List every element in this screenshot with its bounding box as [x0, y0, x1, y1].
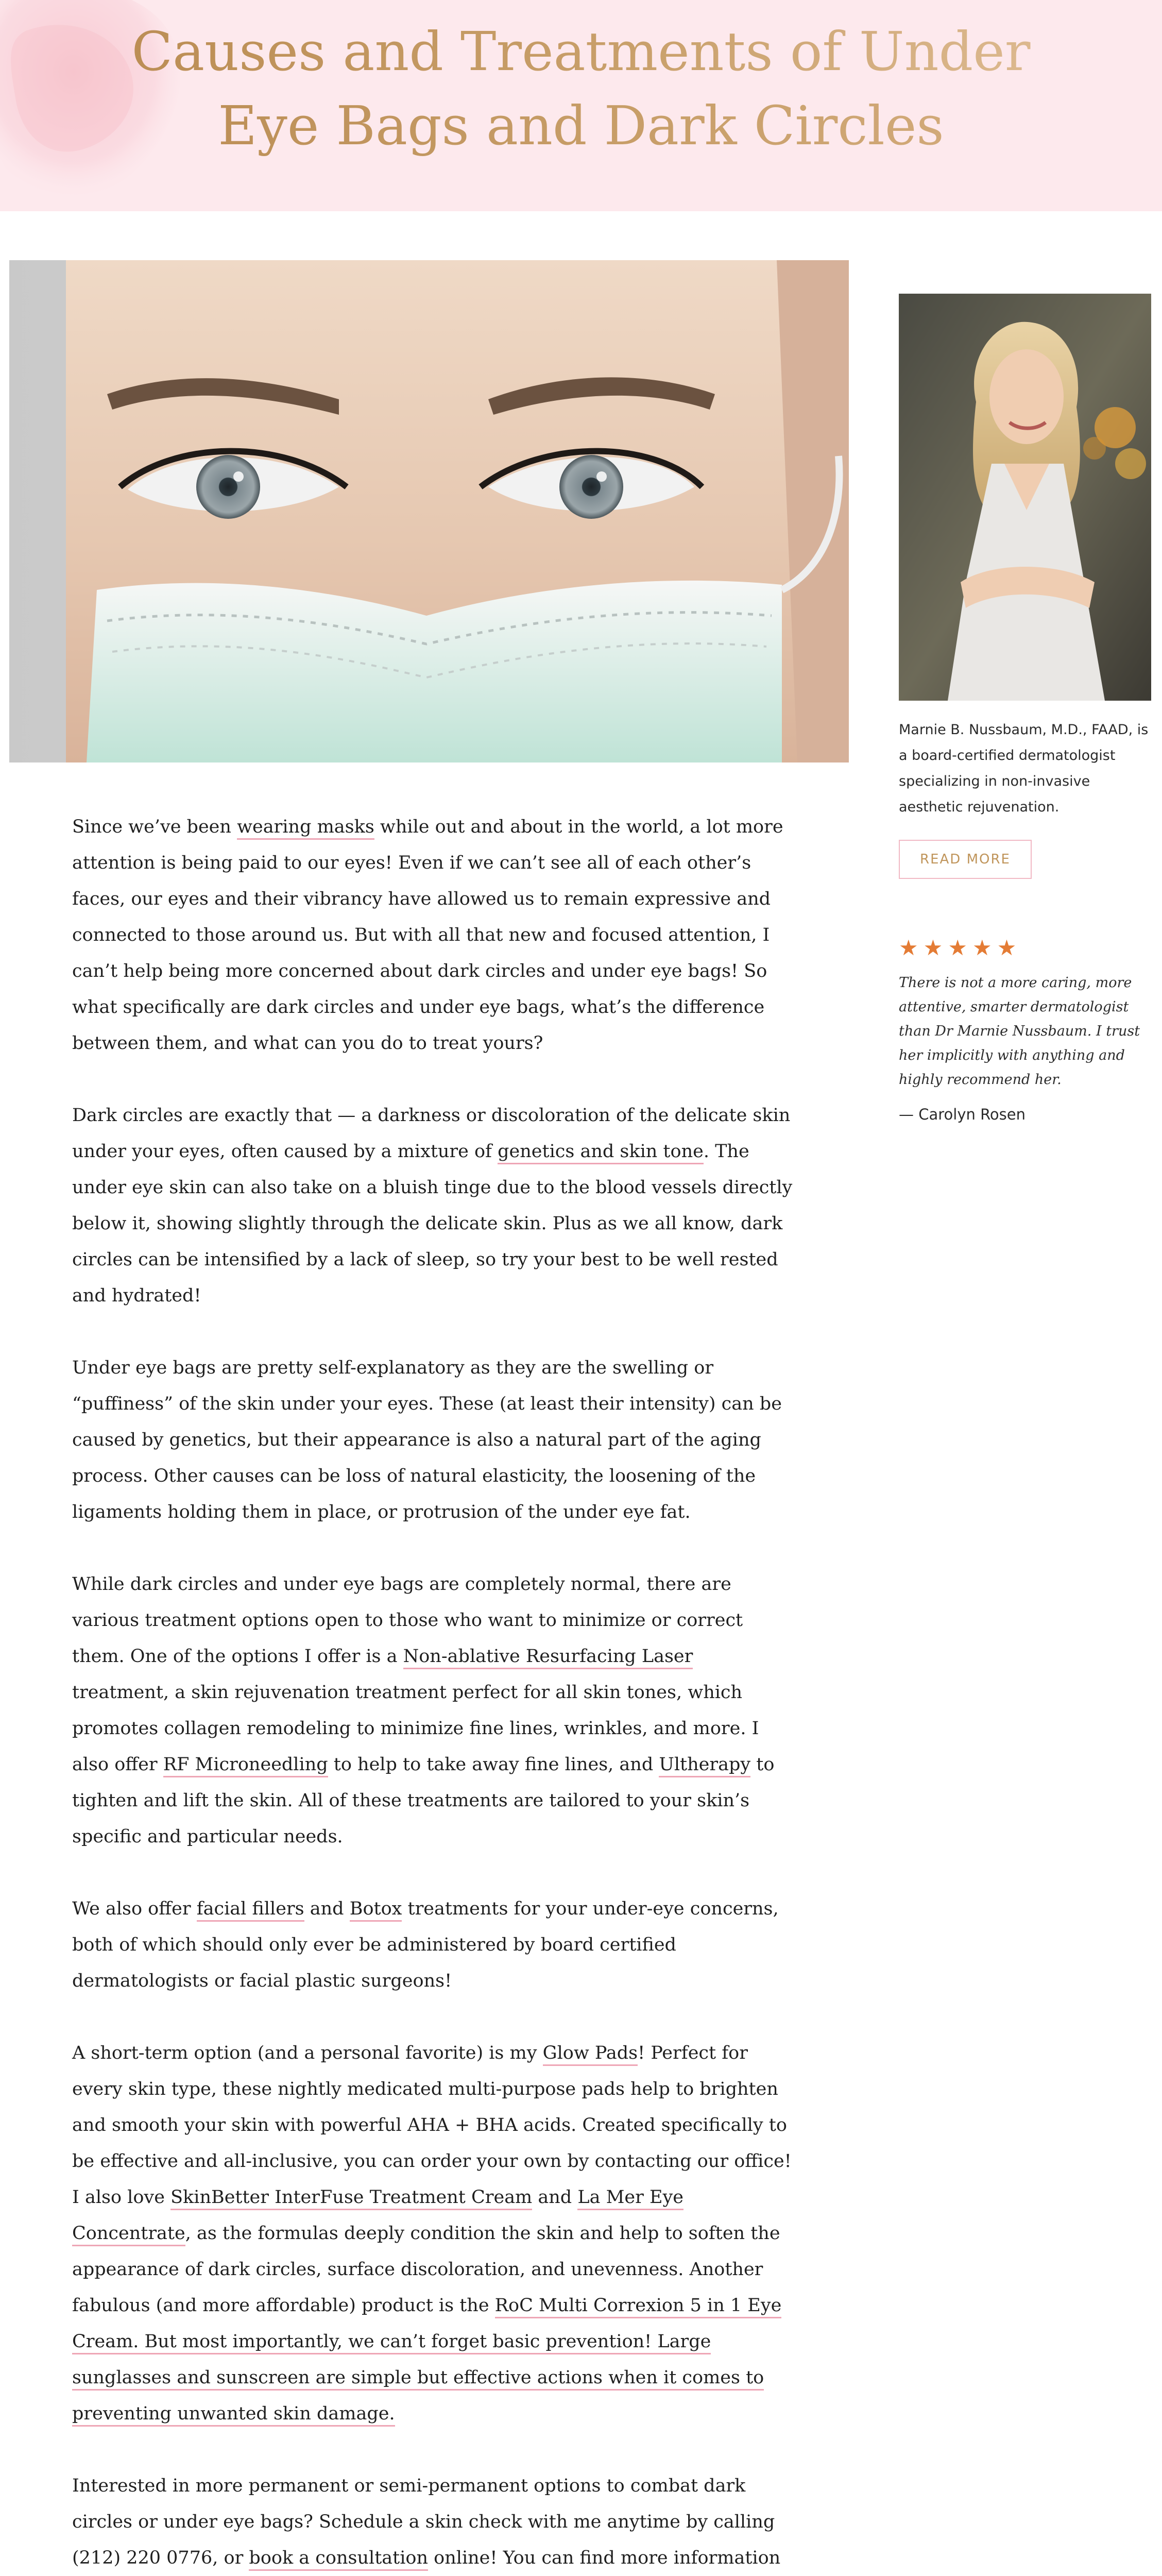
article-paragraph	[72, 1566, 793, 1855]
article-paragraph	[72, 1350, 793, 1530]
read-more-button[interactable]: READ MORE	[899, 840, 1032, 879]
article-text: and	[532, 2187, 578, 2208]
article-link[interactable]: RoC Multi Correxion 5 in 1 Eye Cream. But most importantly, we can’t forget basic prevention! Large sunglasses and sunscreen are simple but effective actions when it comes to preventing unwanted skin damage.	[72, 2295, 781, 2427]
article-link[interactable]: Non-ablative Resurfacing Laser	[403, 1646, 693, 1669]
article-text: while out and about in the world, a lot more attention is being paid to our eyes! Even if we can’t see all of each other’s faces, our eyes and their vibrancy have allowed us to remain expressive and connected to those around us. But with all that new and focused attention, I can’t help being more concerned about dark circles and under eye bags! So what specifically are dark circles and under eye bags, what’s the difference between them, and what can you do to treat yours?	[72, 817, 783, 1054]
article-paragraph	[72, 1891, 793, 1999]
page-title	[0, 14, 1162, 163]
doctor-portrait-photo	[899, 294, 1151, 701]
hero-banner	[0, 0, 1162, 211]
star-icon: ★	[972, 935, 992, 960]
article-text: treatments for your under-eye concerns, both of which should only ever be administered by board certified dermatologists or facial plastic surgeons!	[72, 1899, 779, 1991]
author-sidebar	[899, 294, 1151, 1126]
article-link[interactable]: book a consultation	[249, 2548, 428, 2571]
star-icon: ★	[923, 935, 943, 960]
article-paragraph	[72, 1097, 793, 1314]
page-title-line-2: Eye Bags and Dark Circles	[0, 89, 1162, 163]
article-text: A short-term option (and a personal favorite) is my	[72, 2043, 543, 2063]
article-link[interactable]: SkinBetter InterFuse Treatment Cream	[170, 2187, 532, 2210]
article-text: treatment, a skin rejuvenation treatment perfect for all skin tones, which promotes collagen remodeling to minimize fine lines, wrinkles, and more. I also offer	[72, 1682, 759, 1775]
article-paragraph	[72, 809, 793, 1061]
article-text: Dark circles are exactly that — a darkness or discoloration of the delicate skin under your eyes, often caused by a mixture of	[72, 1105, 791, 1162]
star-icon: ★	[997, 935, 1017, 960]
article-text: We also offer	[72, 1899, 197, 1919]
article-body	[72, 809, 793, 2576]
doctor-bio: Marnie B. Nussbaum, M.D., FAAD, is a board-certified dermatologist specializing in non-invasive aesthetic rejuvenation.	[899, 722, 1149, 815]
article-text: to help to take away fine lines, and	[328, 1754, 659, 1775]
article-text: , as the formulas deeply condition the skin and help to soften the appearance of dark circles, surface discoloration, and unevenness. Another fabulous (and more affordable) product is the	[72, 2223, 780, 2316]
testimonial-quote: There is not a more caring, more attentive, smarter dermatologist than Dr Marnie Nussbaum. I trust her implicitly with anything and highly recommend her.	[899, 975, 1140, 1088]
article-text: Since we’ve been	[72, 817, 237, 837]
star-icon: ★	[899, 935, 918, 960]
article-link[interactable]: wearing masks	[237, 817, 374, 840]
article-link[interactable]: Botox	[350, 1899, 402, 1922]
article-text: . The under eye skin can also take on a bluish tinge due to the blood vessels directly below it, showing slightly through the delicate skin. Plus as we all know, dark circles can be intensified by a lack of sleep, so try your best to be well rested and hydrated!	[72, 1141, 793, 1306]
article-paragraph	[72, 2035, 793, 2432]
page-title-line-1: Causes and Treatments of Under	[0, 14, 1162, 89]
star-rating	[899, 937, 1151, 959]
woman-wearing-mask-photo	[9, 260, 849, 762]
article-text: to tighten and lift the skin. All of these treatments are tailored to your skin’s specific and particular needs.	[72, 1754, 775, 1847]
star-icon: ★	[948, 935, 967, 960]
article-text: online! You can find more information	[434, 2548, 781, 2568]
article-link[interactable]: Ultherapy	[659, 1754, 750, 1777]
article-link[interactable]: genetics and skin tone	[498, 1141, 704, 1164]
article-text: Interested in more permanent or semi-permanent options to combat dark circles or under eye bags? Schedule a skin check with me anytime by calling (212) 220 0776, or	[72, 2476, 775, 2568]
article-text: ! Perfect for every skin type, these nightly medicated multi-purpose pads help to brighten and smooth your skin with powerful AHA + BHA acids. Created specifically to be effective and all-inclusive, you can order your own by contacting our office! I also love	[72, 2043, 792, 2208]
article-link[interactable]: Glow Pads	[543, 2043, 638, 2066]
article-text: While dark circles and under eye bags are completely normal, there are various treatment options open to those who want to minimize or correct them. One of the options I offer is a	[72, 1574, 743, 1667]
article-text: Under eye bags are pretty self-explanatory as they are the swelling or “puffiness” of the skin under your eyes. These (at least their intensity) can be caused by genetics, but their appearance is also a natural part of the aging process. Other causes can be loss of natural elasticity, the loosening of the ligaments holding them in place, or protrusion of the under eye fat.	[72, 1358, 782, 1522]
article-link[interactable]: La Mer Eye Concentrate	[72, 2187, 683, 2246]
article-link[interactable]: RF Microneedling	[163, 1754, 328, 1777]
testimonial-author: — Carolyn Rosen	[899, 1106, 1026, 1123]
article-paragraph	[72, 2468, 793, 2576]
article-link[interactable]: facial fillers	[197, 1899, 304, 1922]
article-text: and	[304, 1899, 350, 1919]
